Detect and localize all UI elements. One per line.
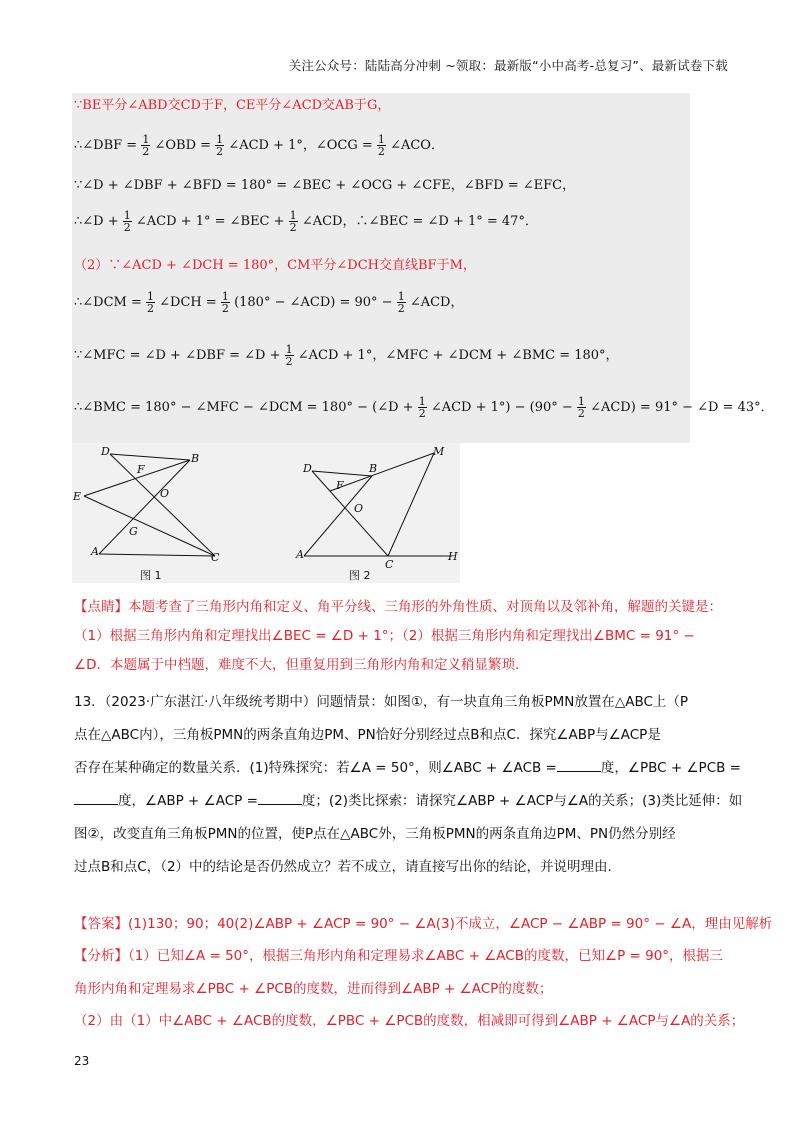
fig2-label-H: H [448, 550, 458, 563]
fig1-label-C: C [211, 551, 220, 564]
fraction-half: $\frac{1}{2}$ [397, 290, 405, 315]
fraction-half: $\frac{1}{2}$ [142, 133, 150, 158]
question-line-1: 13．（2023·广东湛江·八年级统考期中）问题情景：如图①，有一块直角三角板PMN放置在△ABC上（P [74, 694, 689, 710]
fig2-label-O: O [354, 502, 364, 515]
page-header: 关注公众号：陆陆高分冲刺 ~领取：最新版“小中高考-总复习”、最新试卷下载 [288, 58, 728, 73]
fig2-label-D: D [303, 462, 312, 475]
solution-line-8: ∴∠BMC = 180° − ∠MFC − ∠DCM = 180° − (∠D + $\frac{1}{2}$ ∠ACD + 1°) − (90° − $\frac{1}{2}$ ∠ACD) = 91° − ∠D = 43°． [74, 395, 774, 420]
question-line-5: 图②，改变直角三角板PMN的位置，使P点在△ABC外，三角板PMN的两条直角边PM、PN仍然分别经 [74, 826, 676, 842]
fraction-half: $\frac{1}{2}$ [285, 343, 293, 368]
fig2-label-B: B [369, 462, 378, 475]
figure-1-caption: 图 1 [140, 569, 162, 582]
fig1-label-G: G [129, 525, 138, 538]
fig1-label-F: F [137, 463, 145, 476]
fig2-label-C: C [385, 558, 394, 571]
question-line-4: 度，∠ABP + ∠ACP = 度；(2)类比探索：请探究∠ABP + ∠ACP与∠A的关系；(3)类比延伸：如 [74, 789, 742, 809]
solution-line-1: ∵BE平分∠ABD交CD于F，CE平分∠ACD交AB于G， [74, 98, 391, 113]
fig1-label-A: A [91, 545, 99, 558]
fraction-half: $\frac{1}{2}$ [147, 290, 155, 315]
fraction-half: $\frac{1}{2}$ [377, 133, 385, 158]
solution-line-7: ∵∠MFC = ∠D + ∠DBF = ∠D + $\frac{1}{2}$ ∠ACD + 1°，∠MFC + ∠DCM + ∠BMC = 180°， [74, 343, 619, 368]
answer-line: 【答案】(1)130；90；40(2)∠ABP + ∠ACP = 90° − ∠A(3)不成立，∠ACP − ∠ABP = 90° − ∠A，理由见解析 [74, 916, 773, 932]
figure-diagrams [72, 443, 460, 583]
solution-line-4: ∴∠D + $\frac{1}{2}$ ∠ACD + 1° = ∠BEC + $\frac{1}{2}$ ∠ACD，∴∠BEC = ∠D + 1° = 47°． [74, 209, 538, 234]
fig2-label-M: M [433, 445, 445, 458]
fraction-half: $\frac{1}{2}$ [577, 395, 585, 420]
fraction-half: $\frac{1}{2}$ [216, 133, 224, 158]
question-line-3: 否存在某种确定的数量关系．(1)特殊探究：若∠A = 50°，则∠ABC + ∠ACB = 度，∠PBC + ∠PCB = [74, 760, 741, 776]
key-point-comment: 【点睛】本题考查了三角形内角和定义、角平分线、三角形的外角性质、对顶角以及邻补角，解题的关键是：（1）根据三角形内角和定理找出∠BEC = ∠D + 1°；（2）根据三角形内角和定理找出∠BMC = 91° − ∠D．本题属于中档题，难度不大，但重复用到三角形内角和定义稍显繁琐． [74, 599, 722, 673]
fraction-half: $\frac{1}{2}$ [289, 209, 297, 234]
fig2-label-F: F [336, 479, 344, 492]
solution-line-3: ∵∠D + ∠DBF + ∠BFD = 180° = ∠BEC + ∠OCG + ∠CFE，∠BFD = ∠EFC， [74, 178, 576, 193]
page-number: 23 [74, 1054, 90, 1068]
answer-blank [557, 759, 601, 772]
fig1-label-O: O [160, 487, 170, 500]
fig1-label-B: B [191, 452, 200, 465]
analysis-line-2: 角形内角和定理易求∠PBC + ∠PCB的度数，进而得到∠ABP + ∠ACP的度数； [74, 981, 553, 997]
fig2-label-A: A [296, 548, 304, 561]
solution-line-5: （2）∵∠ACD + ∠DCH = 180°，CM平分∠DCH交直线BF于M， [74, 258, 476, 273]
analysis-line-3: （2）由（1）中∠ABC + ∠ACB的度数，∠PBC + ∠PCB的度数，相减即可得到∠ABP + ∠ACP与∠A的关系； [74, 1013, 745, 1029]
fig1-label-E: E [73, 490, 82, 503]
fraction-half: $\frac{1}{2}$ [221, 290, 229, 315]
figure-2-caption: 图 2 [349, 569, 371, 582]
question-line-6: 过点B和点C，（2）中的结论是否仍然成立？若不成立，请直接写出你的结论，并说明理由. [74, 859, 612, 875]
answer-blank [258, 792, 302, 805]
solution-line-6: ∴∠DCM = $\frac{1}{2}$ ∠DCH = $\frac{1}{2}$ (180° − ∠ACD) = 90° − $\frac{1}{2}$ ∠ACD， [74, 290, 464, 315]
fig1-label-D: D [101, 445, 110, 458]
fraction-half: $\frac{1}{2}$ [418, 395, 426, 420]
fraction-half: $\frac{1}{2}$ [123, 209, 131, 234]
question-line-2: 点在△ABC内），三角板PMN的两条直角边PM、PN恰好分别经过点B和点C．探究∠ABP与∠ACP是 [74, 727, 661, 743]
analysis-line-1: 【分析】（1）已知∠A = 50°，根据三角形内角和定理易求∠ABC + ∠ACB的度数，已知∠P = 90°，根据三 [74, 948, 724, 964]
answer-blank [74, 792, 118, 805]
geometry-figures [72, 443, 460, 583]
solution-line-2: ∴∠DBF = $\frac{1}{2}$ ∠OBD = $\frac{1}{2}$ ∠ACD + 1°，∠OCG = $\frac{1}{2}$ ∠ACO． [74, 133, 444, 158]
